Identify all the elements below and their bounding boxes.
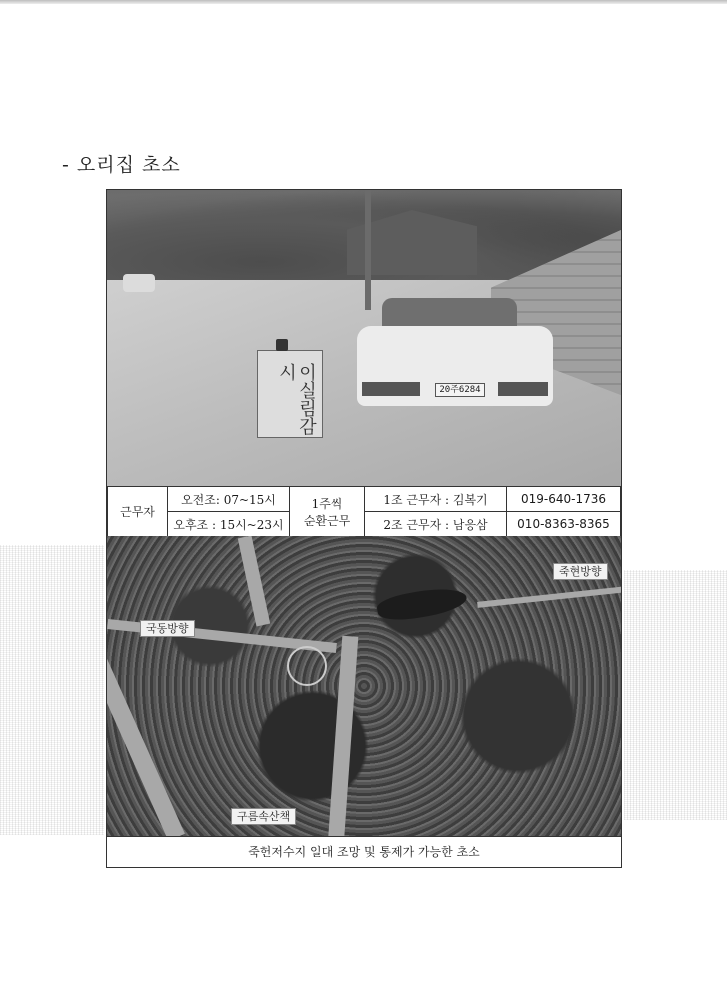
staff-table bbox=[107, 486, 621, 537]
team1-label: 1조 근무자 : 김복기 bbox=[365, 487, 507, 512]
car-tail-light-left bbox=[362, 382, 420, 396]
scan-edge bbox=[0, 0, 727, 4]
table-row bbox=[108, 512, 621, 537]
map-road-east bbox=[477, 586, 621, 608]
map-circle-marker bbox=[287, 646, 327, 686]
map-road-southwest bbox=[107, 651, 185, 836]
rotation-line2: 순환근무 bbox=[303, 513, 351, 528]
document-frame bbox=[106, 189, 622, 868]
rotation-line1: 1주씩 bbox=[311, 496, 343, 511]
team1-phone: 019-640-1736 bbox=[507, 487, 621, 512]
guard-post-photo bbox=[107, 190, 621, 486]
map-road-south bbox=[328, 636, 359, 836]
map-reservoir bbox=[375, 583, 468, 624]
sign-handle bbox=[276, 339, 288, 351]
car-body bbox=[357, 326, 553, 406]
scan-noise-right bbox=[624, 570, 727, 820]
car-tail-light-right bbox=[498, 382, 548, 396]
role-label: 근무자 bbox=[108, 487, 168, 537]
team2-phone: 010-8363-8365 bbox=[507, 512, 621, 537]
map-label-jukhyeon: 죽현방향 bbox=[553, 563, 608, 580]
rotation-cell bbox=[290, 487, 365, 537]
shift-pm: 오후조 : 15시~23시 bbox=[168, 512, 290, 537]
photo-pole bbox=[365, 190, 371, 310]
scan-noise-left bbox=[0, 545, 104, 835]
map-road-north bbox=[238, 536, 270, 626]
table-row bbox=[108, 487, 621, 512]
team2-label: 2조 근무자 : 남응삼 bbox=[365, 512, 507, 537]
photo-far-car bbox=[123, 274, 155, 292]
shift-am: 오전조: 07~15시 bbox=[168, 487, 290, 512]
section-title: - 오리집 초소 bbox=[62, 154, 181, 176]
license-plate: 20주6284 bbox=[435, 383, 485, 397]
map-label-gukdong: 국동방향 bbox=[140, 620, 195, 637]
aerial-map bbox=[107, 536, 621, 836]
map-label-gureum: 구름속산책 bbox=[231, 808, 296, 825]
photo-car bbox=[357, 296, 553, 408]
sign-text: 이실림감시 bbox=[276, 363, 317, 435]
caption: 죽헌저수지 일대 조망 및 통제가 가능한 초소 bbox=[107, 836, 621, 867]
photo-warning-sign bbox=[257, 350, 323, 438]
